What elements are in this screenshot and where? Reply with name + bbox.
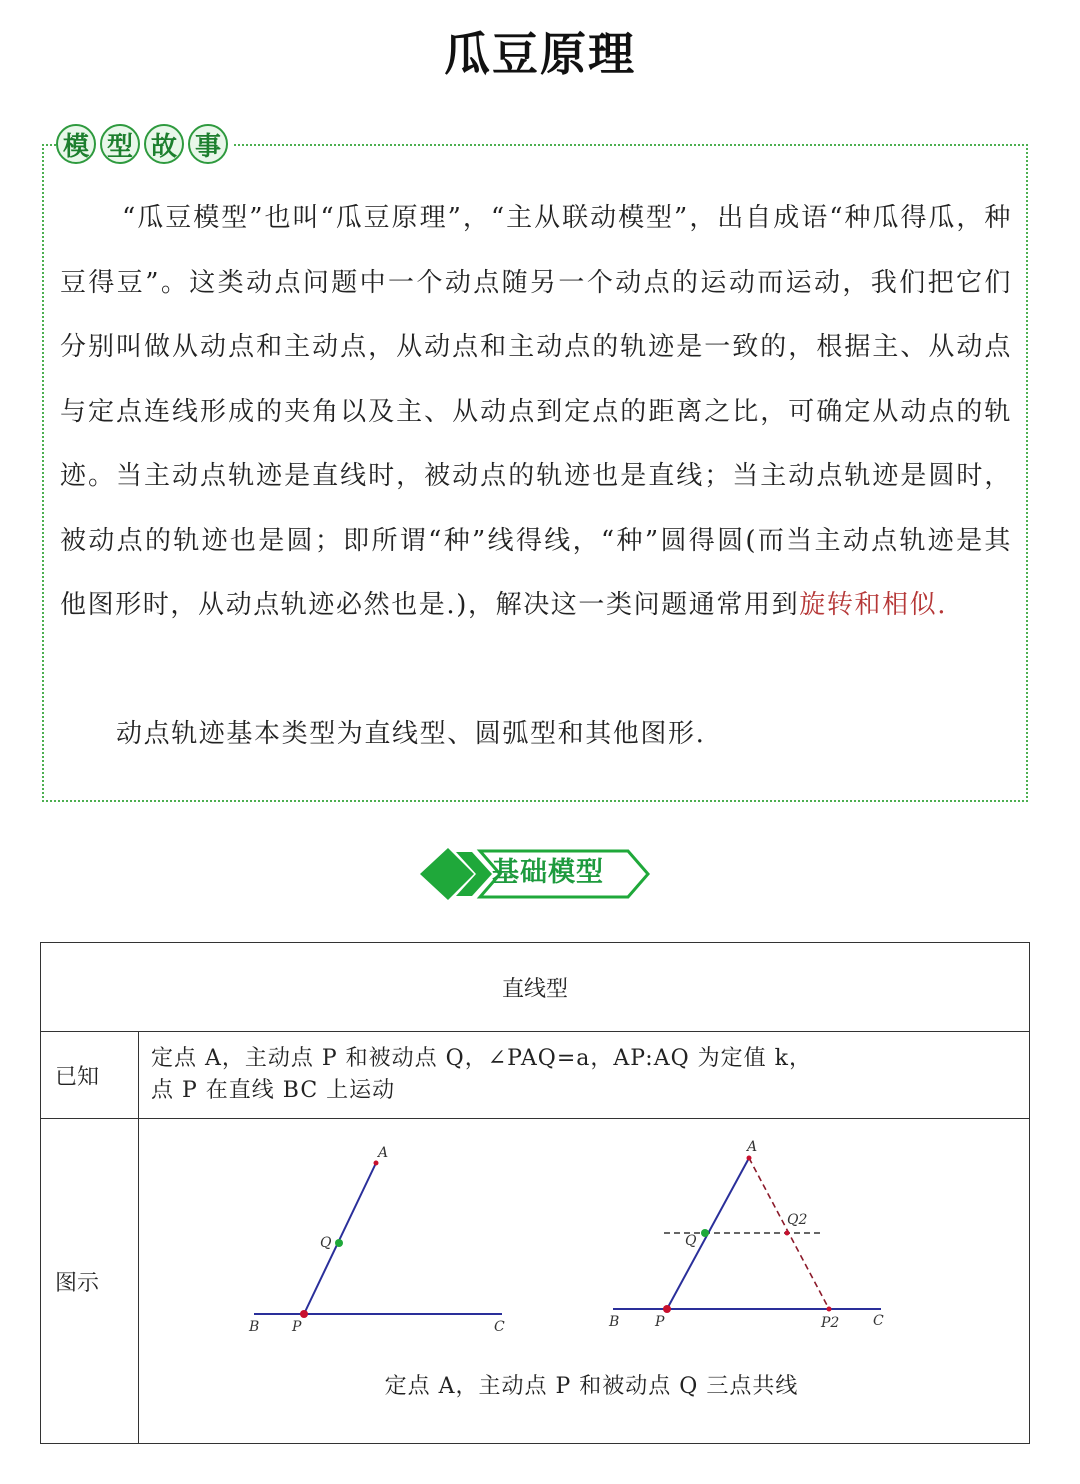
point-q-right <box>701 1229 709 1237</box>
point-q-left <box>335 1239 343 1247</box>
known-content <box>139 1032 1030 1119</box>
section-title: 基础模型 <box>492 857 604 888</box>
figure-caption: 定点 A，主动点 P 和被动点 Q 三点共线 <box>384 1374 799 1399</box>
label-q-left: Q <box>320 1235 332 1251</box>
diagram-left <box>248 1145 505 1335</box>
point-a-right <box>747 1156 752 1161</box>
model-story-tag <box>56 124 234 164</box>
figure-label: 图示 <box>41 1119 139 1444</box>
tag-char: 故 <box>144 124 184 164</box>
table-header: 直线型 <box>41 943 1030 1032</box>
label-a-right: A <box>747 1139 758 1155</box>
point-q2-right <box>785 1231 790 1236</box>
label-c-left: C <box>494 1319 505 1335</box>
figure-cell <box>139 1119 1030 1444</box>
story-paragraph-1 <box>60 186 1012 638</box>
known-line-1: 定点 A，主动点 P 和被动点 Q，∠PAQ=a，AP:AQ 为定值 k， <box>151 1046 812 1071</box>
tag-char: 型 <box>100 124 140 164</box>
highlight-text: 旋转和相似. <box>799 590 948 620</box>
label-q-right: Q <box>685 1233 697 1249</box>
tag-char: 事 <box>188 124 228 164</box>
label-p-left: P <box>292 1319 302 1335</box>
label-p-right: P <box>655 1314 665 1330</box>
known-label: 已知 <box>41 1032 139 1119</box>
figure-diagrams <box>139 1119 1039 1369</box>
table-header-row <box>41 943 1030 1032</box>
point-p2-right <box>827 1307 832 1312</box>
label-b-right: B <box>609 1314 620 1330</box>
story-paragraph-2: 动点轨迹基本类型为直线型、圆弧型和其他图形. <box>116 719 706 749</box>
figure-row <box>41 1119 1030 1444</box>
page-title: 瓜豆原理 <box>444 27 636 81</box>
known-row <box>41 1032 1030 1119</box>
tag-char: 模 <box>56 124 96 164</box>
story-paragraph-1-text: “瓜豆模型”也叫“瓜豆原理”，“主从联动模型”，出自成语“种瓜得瓜，种豆得豆”。这类动点问题中一个动点随另一个动点的运动而运动，我们把它们分别叫做从动点和主动点，从动点和主动点的轨迹是一致的，根据主、从动点与定点连线形成的夹角以及主、从动点到定点的距离之比，可确定从动点的轨迹。当主动点轨迹是直线时，被动点的轨迹也是直线；当主动点轨迹是圆时，被动点的轨迹也是圆；即所谓“种”线得线，“种”圆得圆(而当主动点轨迹是其他图形时，从动点轨迹必然也是.)，解决这一类问题通常用到 <box>60 203 1012 620</box>
model-table <box>40 942 1030 1444</box>
known-line-2: 点 P 在直线 BC 上运动 <box>151 1078 396 1103</box>
label-c-right: C <box>873 1313 884 1329</box>
point-a-left <box>374 1161 379 1166</box>
label-p2-right: P2 <box>821 1315 840 1331</box>
label-q2-right: Q2 <box>787 1212 808 1228</box>
diagram-right <box>608 1139 884 1331</box>
point-p-left <box>300 1310 308 1318</box>
line-pa-left <box>304 1163 376 1314</box>
label-a-left: A <box>378 1145 389 1161</box>
point-p-right <box>663 1305 671 1313</box>
label-b-left: B <box>249 1319 260 1335</box>
